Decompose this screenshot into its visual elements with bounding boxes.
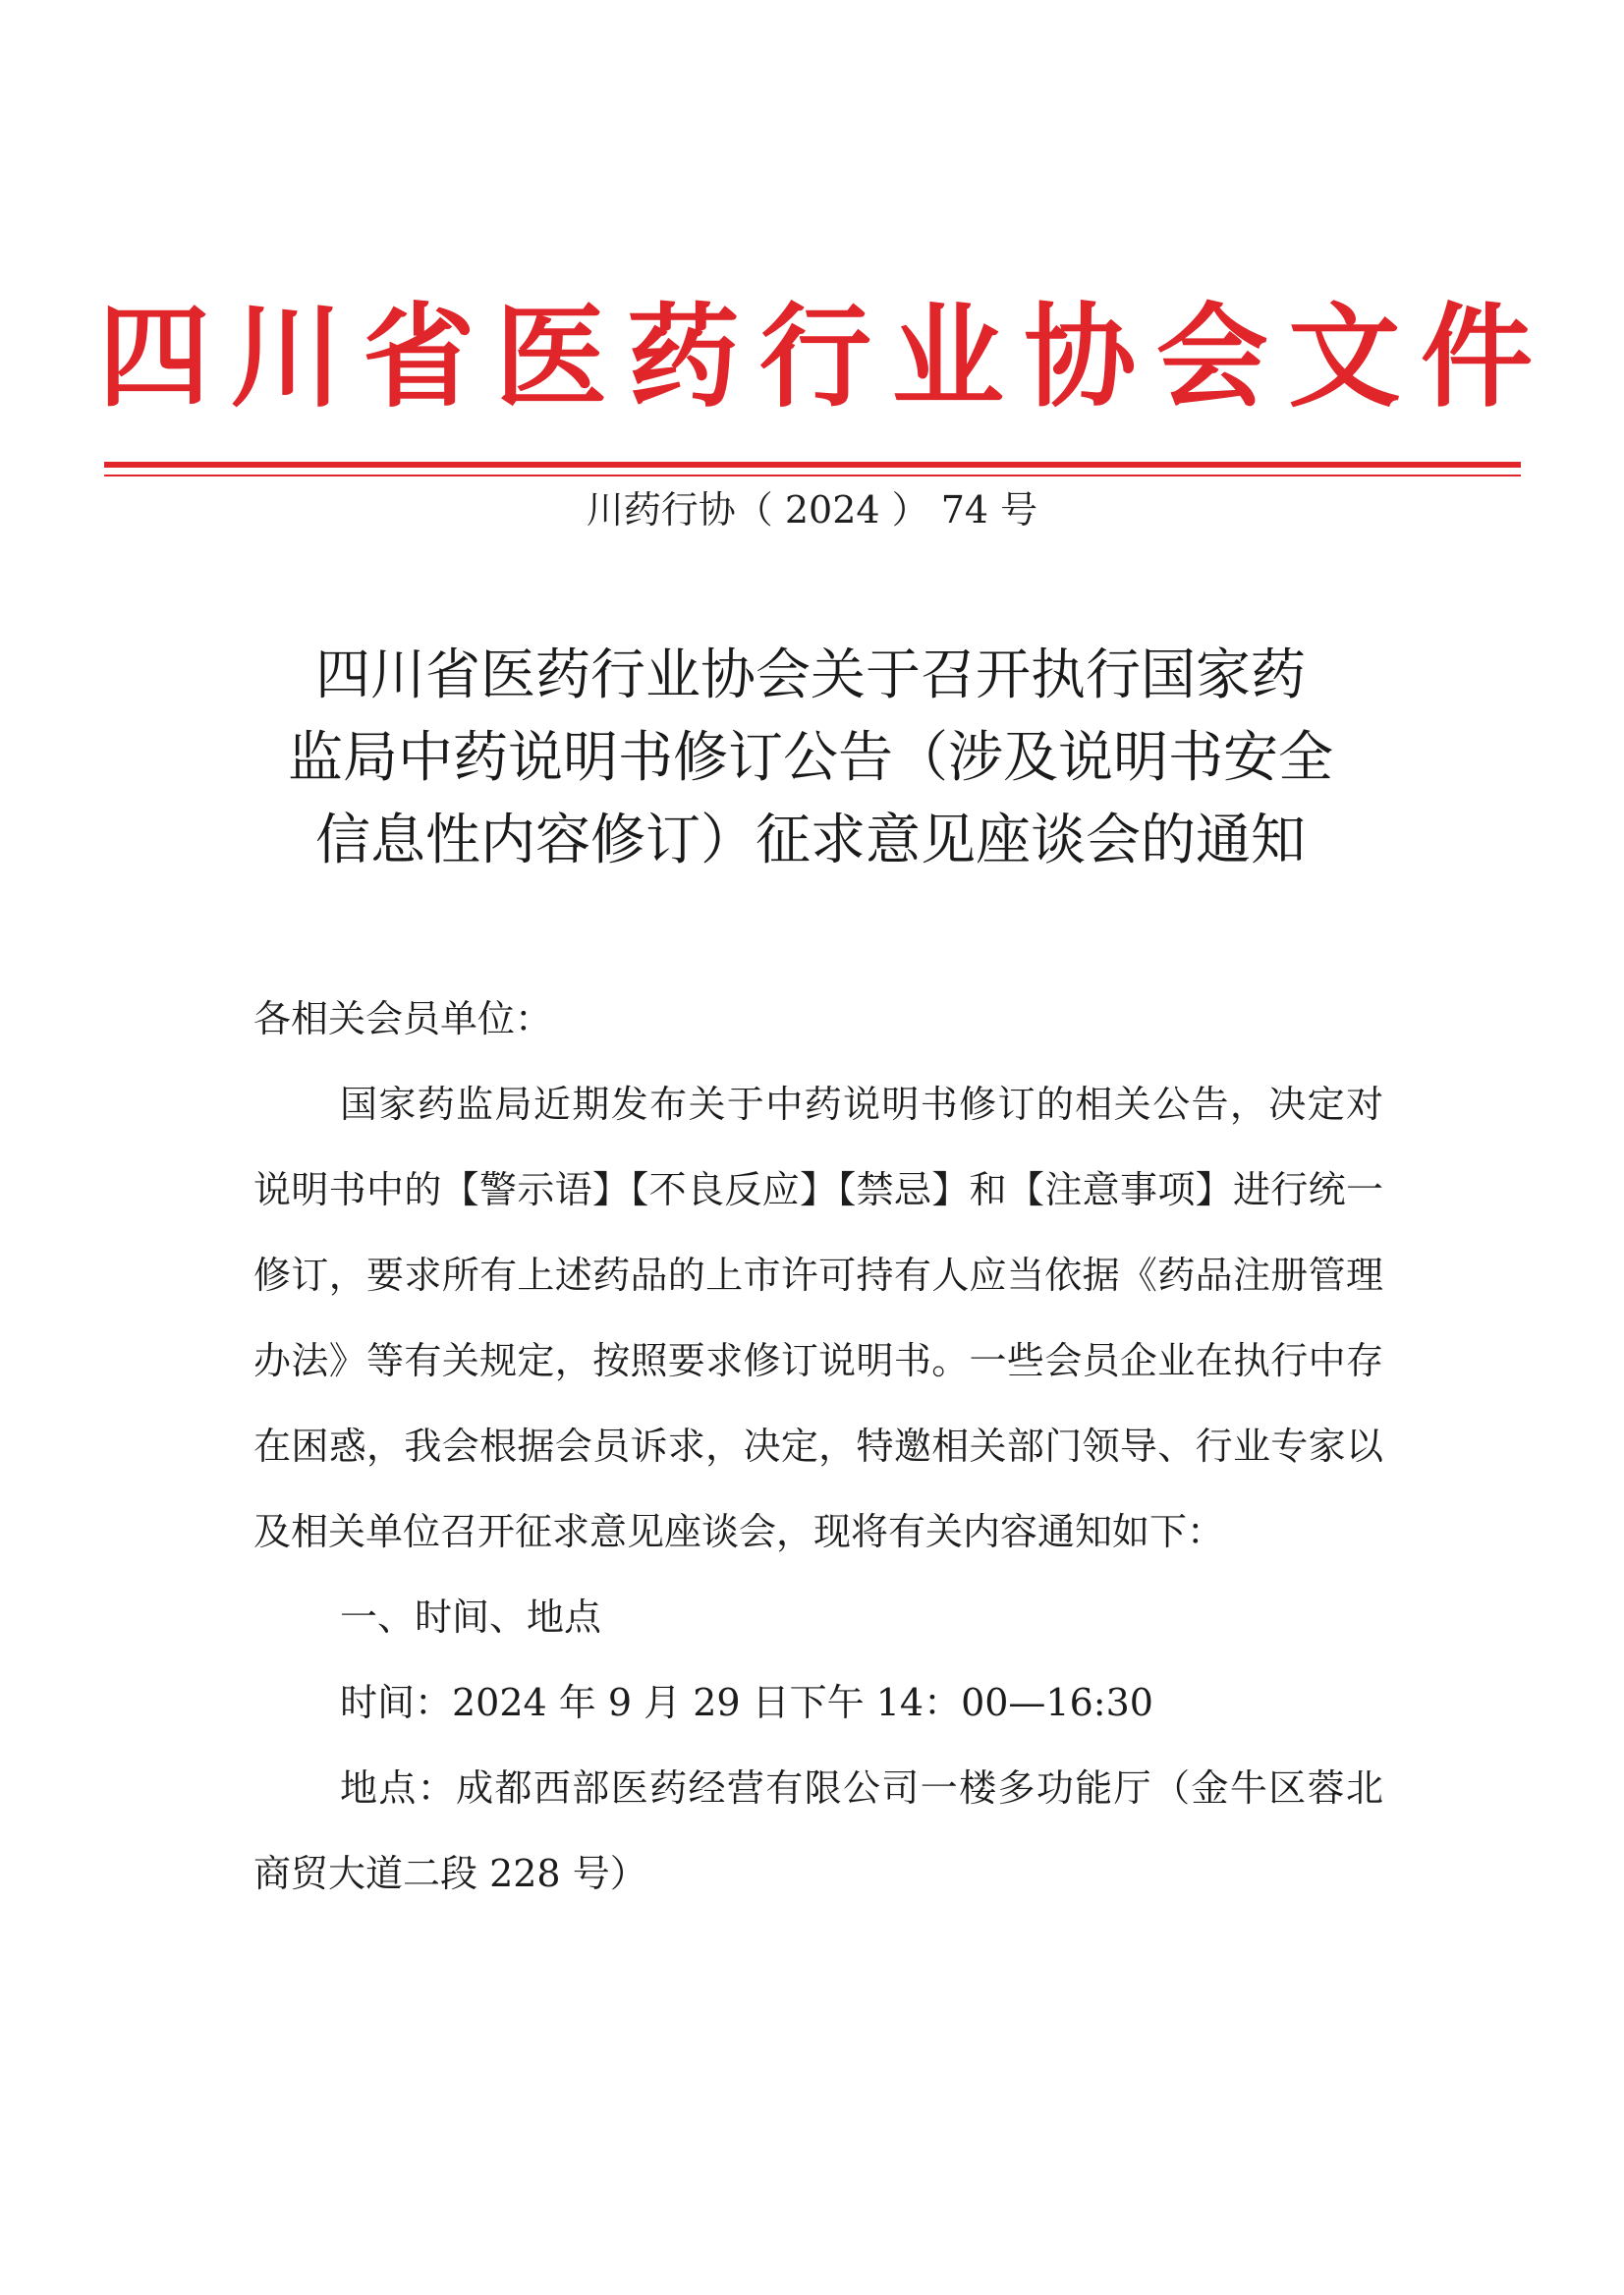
notice-title (236, 635, 1385, 882)
org-document-title: 四川省医药行业协会文件 (98, 291, 1533, 422)
meeting-time: 时间：2024 年 9 月 29 日下午 14：00—16:30 (340, 1681, 1153, 1724)
red-divider-thick (104, 462, 1521, 468)
meeting-place: 地点：成都西部医药经营有限公司一楼多功能厅（金牛区蓉北商贸大道二段 228 号） (253, 1766, 1383, 1895)
notice-body (253, 977, 1383, 1917)
section-heading: 一、时间、地点 (340, 1595, 602, 1639)
document-number: 川药行协（ 2024 ） 74 号 (586, 488, 1038, 532)
notice-title-line-3: 信息性内容修订）征求意见座谈会的通知 (315, 809, 1306, 872)
salutation: 各相关会员单位： (253, 997, 553, 1040)
notice-title-line-1: 四川省医药行业协会关于召开执行国家药 (315, 644, 1306, 707)
notice-title-line-2: 监局中药说明书修订公告（涉及说明书安全 (288, 726, 1333, 790)
red-divider-thin (104, 475, 1521, 476)
body-paragraph: 国家药监局近期发布关于中药说明书修订的相关公告，决定对说明书中的【警示语】【不良反应】【禁忌】和【注意事项】进行统一修订，要求所有上述药品的上市许可持有人应当依据《药品注册管理办法》等有关规定，按照要求修订说明书。一些会员企业在执行中存在困惑，我会根据会员诉求，决定，特邀相关部门领导、行业专家以及相关单位召开征求意见座谈会，现将有关内容通知如下： (253, 1083, 1383, 1553)
